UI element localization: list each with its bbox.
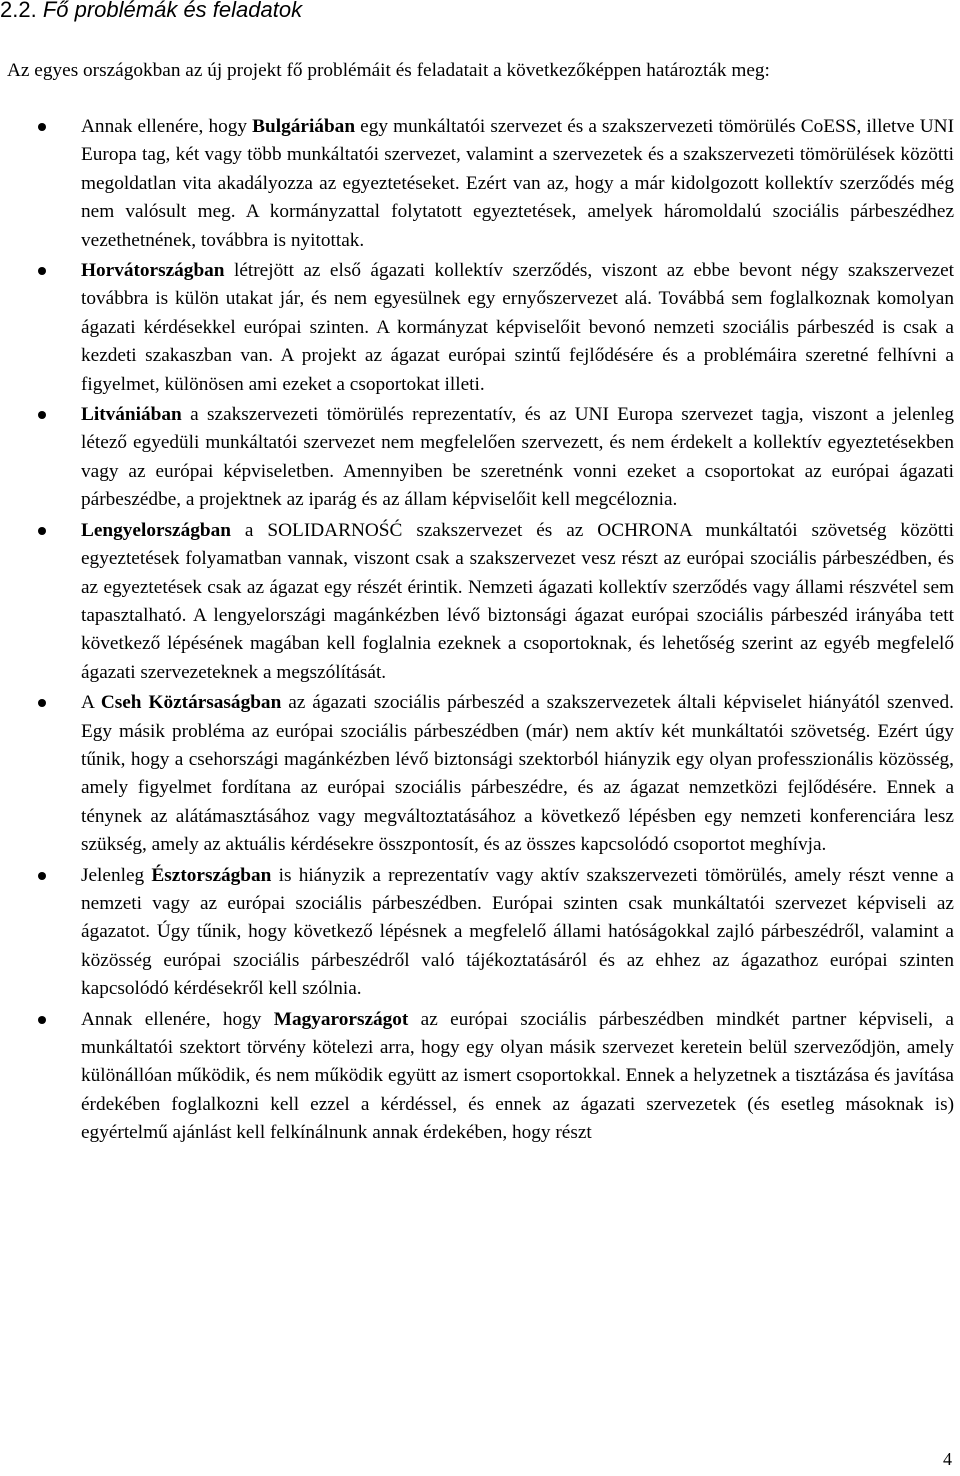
bullet-text-post: az európai szociális párbeszédben mindkét partner képviseli, a munkáltatói szektort törvény kötelezi arra, hogy egy olyan másik szervezet keretein belül szerveződjön, amely különállóan működik, és nem működik együtt az ismert csoportokkal. Ennek a helyzetnek a tisztázása és javítása érdekében foglalkozni kell ezzel a kérdéssel, és ennek az ágazati szervezetek (és esetleg másoknak is) egyértelmű ajánlást kell felkínálnunk annak érdekében, hogy részt — [81, 1008, 954, 1144]
country-name: Horvátországban — [81, 260, 225, 282]
country-name: Észtországban — [151, 864, 272, 886]
country-name: Litvániában — [81, 404, 182, 426]
bullet-item-lithuania — [0, 401, 960, 515]
bullet-item-hungary — [0, 1006, 960, 1148]
bullet-icon — [38, 527, 46, 535]
bullet-text-post: létrejött az első ágazati kollektív szerződés, viszont az ebbe bevont négy szakszervezet továbbra is külön utakat jár, és nem egyesülnek egy ernyőszervezet alá. Továbbá sem foglalkoznak komolyan ágazati kérdésekkel európai szinten. A kormányzat képviselőit bevonó nemzeti szociális párbeszéd is csak a kezdeti szakaszban van. A projekt az ágazat európai szintű fejlődésére és a problémáira szeretné felhívni a figyelmet, különösen ami ezeket a csoportokat illeti. — [81, 260, 954, 395]
bullet-item-estonia — [0, 862, 960, 1004]
bullet-item-bulgaria — [0, 113, 960, 255]
country-bullet-list — [0, 113, 960, 1150]
country-name: Lengyelországban — [81, 519, 231, 541]
section-heading — [0, 0, 960, 24]
bullet-icon — [38, 872, 46, 880]
bullet-item-poland — [0, 517, 960, 687]
country-name: Cseh Köztársaságban — [100, 692, 282, 714]
intro-paragraph: Az egyes országokban az új projekt fő problémáit és feladatait a következőképpen határozták meg: — [7, 60, 770, 81]
bullet-icon — [38, 699, 46, 707]
bullet-icon — [38, 267, 46, 275]
bullet-text-pre: Annak ellenére, hogy — [81, 1008, 274, 1030]
bullet-item-czech-republic — [0, 689, 960, 859]
country-name: Bulgáriában — [252, 116, 356, 137]
bullet-text-pre: Annak ellenére, hogy — [81, 116, 253, 137]
bullet-icon — [38, 1016, 46, 1024]
page-number: 4 — [943, 1449, 952, 1469]
bullet-text-post: egy munkáltatói szervezet és a szakszervezeti tömörülés CoESS, illetve UNI Europa tag, két vagy több munkáltatói szervezet, valamint a szervezetek és a szakszervezeti tömörülések közötti megoldatlan vita akadályozza az egyeztetéseket. Ezért van az, hogy a már kidolgozott kollektív szerződés még nem valósult meg. A kormányzattal folytatott egyeztetések, amelyek háromoldalú szociális párbeszédhez vezethetnének, továbbra is nyitottak. — [81, 116, 954, 251]
bullet-text-post: a szakszervezeti tömörülés reprezentatív, és az UNI Europa szervezet tagja, viszont a jelenleg létező egyedüli munkáltatói szervezet nem megfelelően szervezett, és nem érdekelt a kollektív egyeztetésekben vagy az európai képviseletben. Amennyiben be szeretnénk vonni ezeket a csoportokat az európai ágazati párbeszédbe, a projektnek az iparág és az állam képviselőit kell megcéloznia. — [81, 404, 954, 511]
bullet-icon — [38, 411, 46, 419]
section-title: Fő problémák és feladatok — [42, 0, 303, 22]
section-number: 2.2. — [0, 0, 37, 22]
bullet-icon — [38, 123, 46, 131]
bullet-text-pre: Jelenleg — [81, 864, 152, 886]
country-name: Magyarországot — [273, 1008, 409, 1030]
bullet-text-post: a SOLIDARNOŚĆ szakszervezet és az OCHRONA munkáltatói szövetség közötti egyeztetések folyamatban vannak, viszont csak a szakszervezet vesz részt az európai szociális párbeszédben, és az egyeztetések csak az ágazat egy részét érintik. Nemzeti ágazati kollektív szerződés vagy állami részvétel sem tapasztalható. A lengyelországi magánkézben lévő biztonsági ágazat európai szociális párbeszéd irányába tett következő lépésének magában kell foglalnia ezeknek a csoportoknak, és lehetőség szerint az egyéb megfelelő ágazati szervezeteknek a megszólítását. — [81, 519, 954, 683]
bullet-text-post: az ágazati szociális párbeszéd a szakszervezetek általi képviselet hiányától szenved. Egy másik probléma az európai szociális párbeszédben (már) nem aktív két munkáltatói szövetség. Ezért úgy tűnik, hogy a csehországi magánkézben lévő biztonsági szektorból hiányzik egy olyan professzionális közösség, amely figyelmet fordítana az európai szociális párbeszédre, és az ágazat nemzetközi fejlődésére. Ennek a ténynek az alátámasztásához vagy megváltoztatásához a következő lépésben egy nemzeti konferenciára lesz szükség, amely az aktuális kérdésekre összpontosít, és az összes kapcsolódó csoportot meghívja. — [81, 692, 954, 856]
bullet-text-post: is hiányzik a reprezentatív vagy aktív szakszervezeti tömörülés, amely részt venne a nemzeti vagy az európai szociális párbeszédben. Európai szinten csak munkáltatói szervezet képviseli az ágazatot. Úgy tűnik, hogy következő lépésnek a megfelelő állami hatóságokkal zajló párbeszédről, valamint a közösség európai szociális párbeszédről való tájékoztatásáról és az ehhez az ágazathoz európai szinten kapcsolódó kérdésekről kell szólnia. — [81, 864, 954, 1000]
bullet-text-pre: A — [81, 692, 101, 714]
bullet-item-croatia — [0, 257, 960, 399]
